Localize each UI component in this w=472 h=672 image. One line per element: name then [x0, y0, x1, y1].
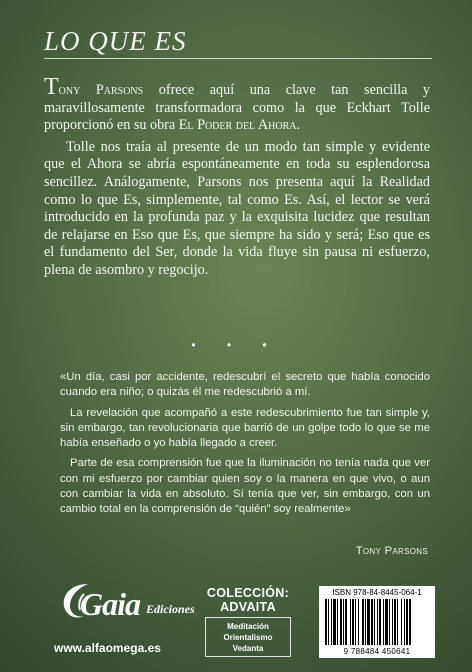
page-title: LO QUE ES — [44, 26, 187, 56]
collection-title — [199, 586, 297, 614]
quote-paragraph-2: La revelación que acompañó a este redescubrimiento fue tan simple y, sin embargo, tan revolucionaria que barrió de un golpe todo lo que se me había enseñado o yo había llegado a creer. — [60, 406, 430, 450]
collection-topic: Vedanta — [232, 644, 264, 653]
barcode-bar — [377, 599, 378, 645]
barcode-bar — [362, 599, 364, 645]
barcode-bar — [325, 599, 327, 645]
synopsis — [44, 74, 431, 280]
synopsis-paragraph-2: Tolle nos traía al presente de un modo tan simple y evidente que el Ahora se abría espontáneamente en toda su esplendorosa sencillez. Análogamente, Parsons nos presenta aquí la Realidad como lo que Es, simplemente, tal como Es. Así, el lector se verá introducido en la profunda paz y la exquisita lucidez que resultan de relajarse en Eso que Es, que siempre ha sido y será; Eso que es el fundamento del Ser, donde la vida fluye sin pausa ni esfuerzo, plena de asombro y regocijo. — [44, 138, 430, 278]
publisher-logo — [58, 580, 208, 628]
collection-topics-box — [205, 617, 291, 657]
title-rule — [44, 58, 432, 59]
barcode-bar — [365, 599, 366, 645]
synopsis-text: ofrece aquí una clave tan sencilla y maravillosamente transformadora como la que Eckhart Tolle proporcionó en su obra — [44, 82, 431, 134]
barcode-bar — [328, 599, 329, 645]
barcode-bar — [371, 599, 373, 645]
barcode-bar — [350, 599, 351, 645]
barcode-bar — [385, 599, 388, 645]
barcode-bar — [379, 599, 381, 645]
barcode-bar — [404, 599, 405, 645]
drop-cap: T — [44, 74, 59, 100]
barcode-bar — [340, 599, 342, 645]
collection-name: ADVAITA — [220, 600, 276, 614]
barcode-bar — [355, 599, 356, 645]
barcode-bar — [343, 599, 344, 645]
collection-topic: Orientalismo — [223, 633, 273, 642]
barcode-bar — [383, 599, 384, 645]
barcode-bar — [389, 599, 390, 645]
book-title: El Poder del Ahora — [178, 117, 297, 134]
barcode-bar — [337, 599, 338, 645]
barcode-bar — [333, 599, 336, 645]
barcode-bar — [358, 599, 359, 645]
quote-paragraph-1: «Un día, casi por accidente, redescubrí el secreto que había conocido cuando era niño; o quizás él me redescubrió a mí. — [60, 371, 430, 399]
collection-topic: Meditación — [227, 622, 269, 631]
barcode-bar — [367, 599, 370, 645]
barcode-digits: 9 788484 450641 — [343, 647, 411, 656]
barcode-bar — [401, 599, 402, 645]
barcode-bar — [345, 599, 347, 645]
barcode-bar — [394, 599, 396, 645]
quote-paragraph-3: Parte de esa comprensión fue que la iluminación no tenía nada que ver con mi esfuerzo por cambiar quien soy o la manera en que vivo, o aun con cambiar la vida en absoluto. Sí tenía que ver, sin embargo, con un cambio total en la comprensión de “quién” soy realmente» — [60, 457, 430, 516]
quote-block — [60, 370, 430, 523]
barcode-bar — [409, 599, 411, 645]
author-name: ony Parsons — [58, 82, 144, 98]
section-separator: • • • — [191, 338, 281, 352]
logo-wordmark: Gaia — [80, 586, 140, 622]
barcode-bar — [392, 599, 393, 645]
website-link[interactable]: www.alfaomega.es — [54, 641, 161, 655]
isbn-label: ISBN 978-84-8445-064-1 — [332, 588, 422, 597]
barcode-bar — [331, 599, 332, 645]
barcode-bar — [352, 599, 354, 645]
barcode-panel — [319, 586, 435, 658]
quote-author: Tony Parsons — [355, 545, 428, 557]
collection-label: COLECCIÓN: — [206, 586, 290, 600]
synopsis-text-end: . — [296, 117, 301, 134]
barcode-icon — [323, 599, 431, 645]
synopsis-paragraph-1 — [44, 74, 431, 135]
barcode-bar — [406, 599, 408, 645]
barcode-bar — [397, 599, 398, 645]
barcode-bar — [374, 599, 375, 645]
logo-subtitle: Ediciones — [146, 602, 195, 616]
